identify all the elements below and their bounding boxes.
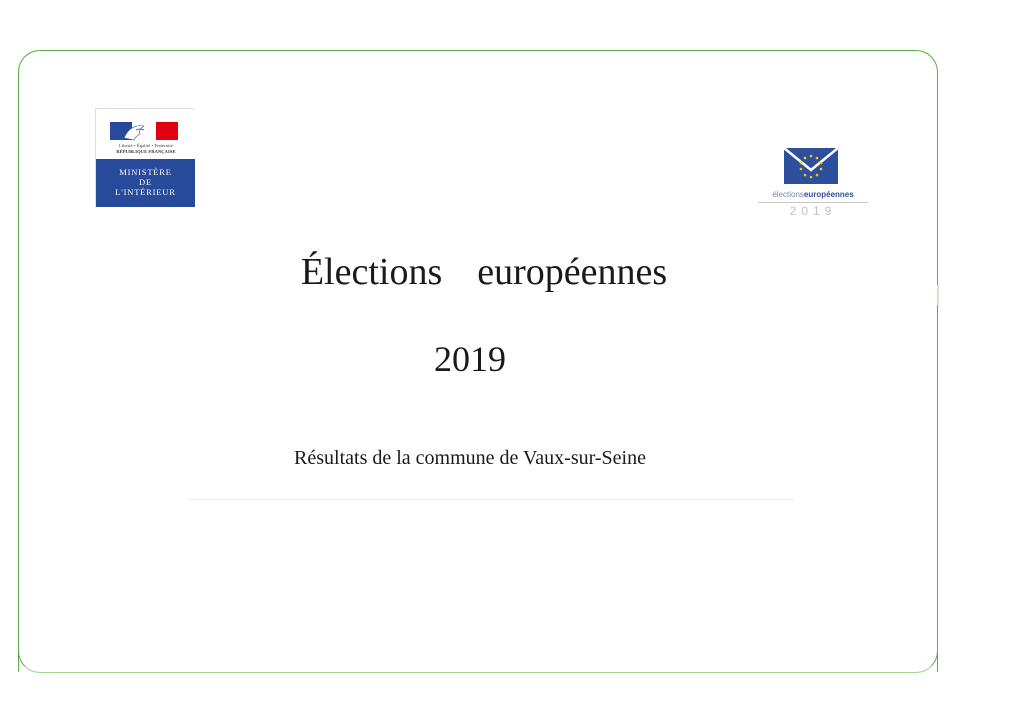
republic-text: RÉPUBLIQUE FRANÇAISE [116,149,176,154]
ministry-logo [95,108,195,207]
eu-envelope-flag-icon [784,148,838,184]
eu-logo-wordmark [758,190,868,199]
document-frame-bottom [18,600,938,673]
eu-logo-year: 2019 [789,204,837,218]
motto-text: Liberté • Égalité • Fraternité [119,143,173,148]
eu-elections-logo [758,146,868,226]
marianne-icon [110,118,178,142]
document-title: Élections européennes [300,251,668,293]
ministry-line-3: L'INTÉRIEUR [115,187,176,197]
subtitle-divider [188,499,794,500]
ministry-line-1: MINISTÈRE [119,167,172,177]
document-subtitle: Résultats de la commune de Vaux-sur-Seine [294,447,646,469]
frame-edge-mark [937,285,939,305]
eu-logo-word-bold: européennes [803,190,854,199]
eu-logo-divider [758,202,868,203]
ministry-name-block [96,159,195,207]
document-year: 2019 [434,339,506,379]
ministry-line-2: DE [139,177,152,187]
eu-logo-word-light: élections [772,190,804,199]
